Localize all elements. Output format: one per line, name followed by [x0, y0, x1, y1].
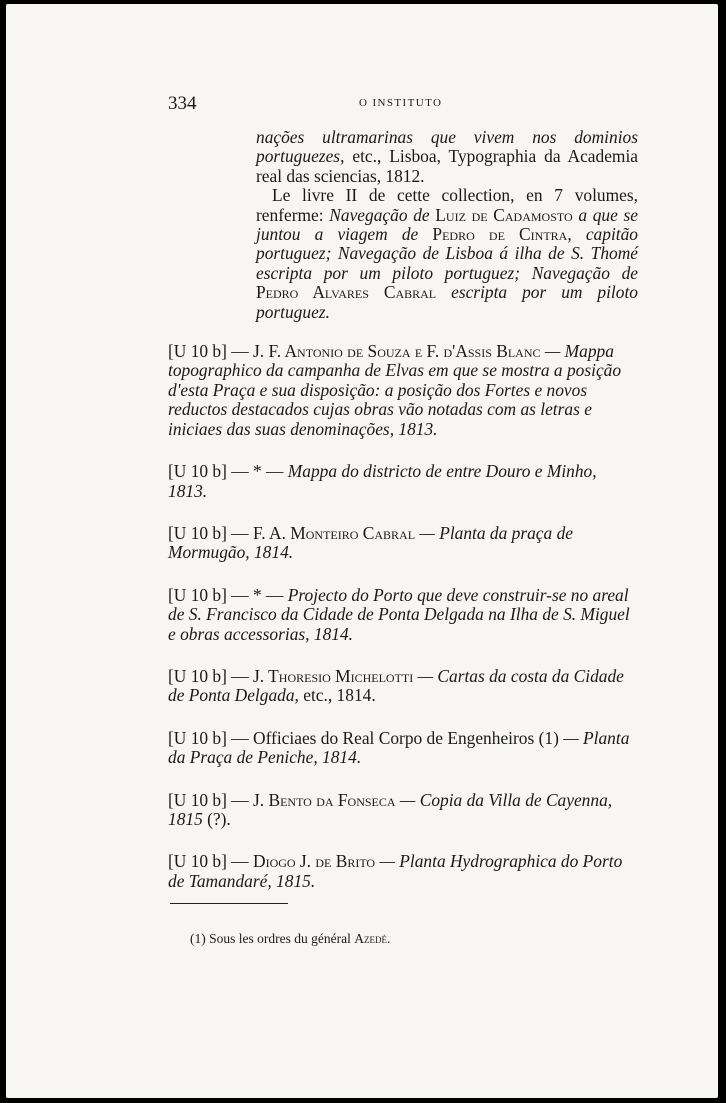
continuation-block	[168, 128, 638, 322]
catalog-entry: [U 10 b] — Diogo J. de Brito — Planta Hydrographica do Porto de Tamandaré, 1815.	[168, 851, 623, 891]
continuation-line: nações ultramarinas que vivem nos dominios portuguezes, etc., Lisboa, Typographia da Academia real das sciencias, 1812.	[256, 127, 638, 186]
page-header	[0, 93, 726, 119]
page-number: 334	[168, 93, 197, 114]
collection-note: Le livre II de cette collection, en 7 volumes, renferme: Navegação de Luiz de Cadamosto a que se juntou a viagem de Pedro de Cintra, capitão portuguez; Navegação de Lisboa á ilha de S. Thomé escripta por um piloto portuguez; Navegação de Pedro Alvares Cabral escripta por um piloto portuguez.	[256, 185, 639, 322]
catalog-entry: [U 10 b] — F. A. Monteiro Cabral — Planta da praça de Mormugão, 1814.	[168, 522, 573, 563]
page-body	[168, 128, 638, 891]
footnote-rule	[170, 903, 288, 904]
footnote: (1) Sous les ordres du général Azedé.	[190, 931, 391, 946]
catalog-entry: [U 10 b] — J. Bento da Fonseca — Copia da Villa de Cayenna, 1815 (?).	[168, 789, 613, 829]
running-title: O INSTITUTO	[359, 97, 443, 109]
catalog-entry: [U 10 b] — * — Projecto do Porto que deve construir-se no areal de S. Francisco da Cidade de Ponta Delgada na Ilha de S. Miguel e obras accessorias, 1814.	[168, 584, 630, 644]
catalog-entry: [U 10 b] — J. Thoresio Michelotti — Cartas da costa da Cidade de Ponta Delgada, etc., 1814.	[168, 665, 624, 706]
catalog-entry: [U 10 b] — Officiaes do Real Corpo de Engenheiros (1) — Planta da Praça de Peniche, 1814.	[168, 727, 630, 768]
catalog-entry: [U 10 b] — * — Mappa do districto de entre Douro e Minho, 1813.	[168, 461, 597, 501]
catalog-entry: [U 10 b] — J. F. Antonio de Souza e F. d'Assis Blanc — Mappa topographico da campanha de Elvas em que se mostra a posição d'esta Praça e sua disposição: a posição dos Fortes e novos reductos destacados cujas obras vão notadas com as letras e iniciaes das suas denominações, 1813.	[168, 341, 622, 439]
